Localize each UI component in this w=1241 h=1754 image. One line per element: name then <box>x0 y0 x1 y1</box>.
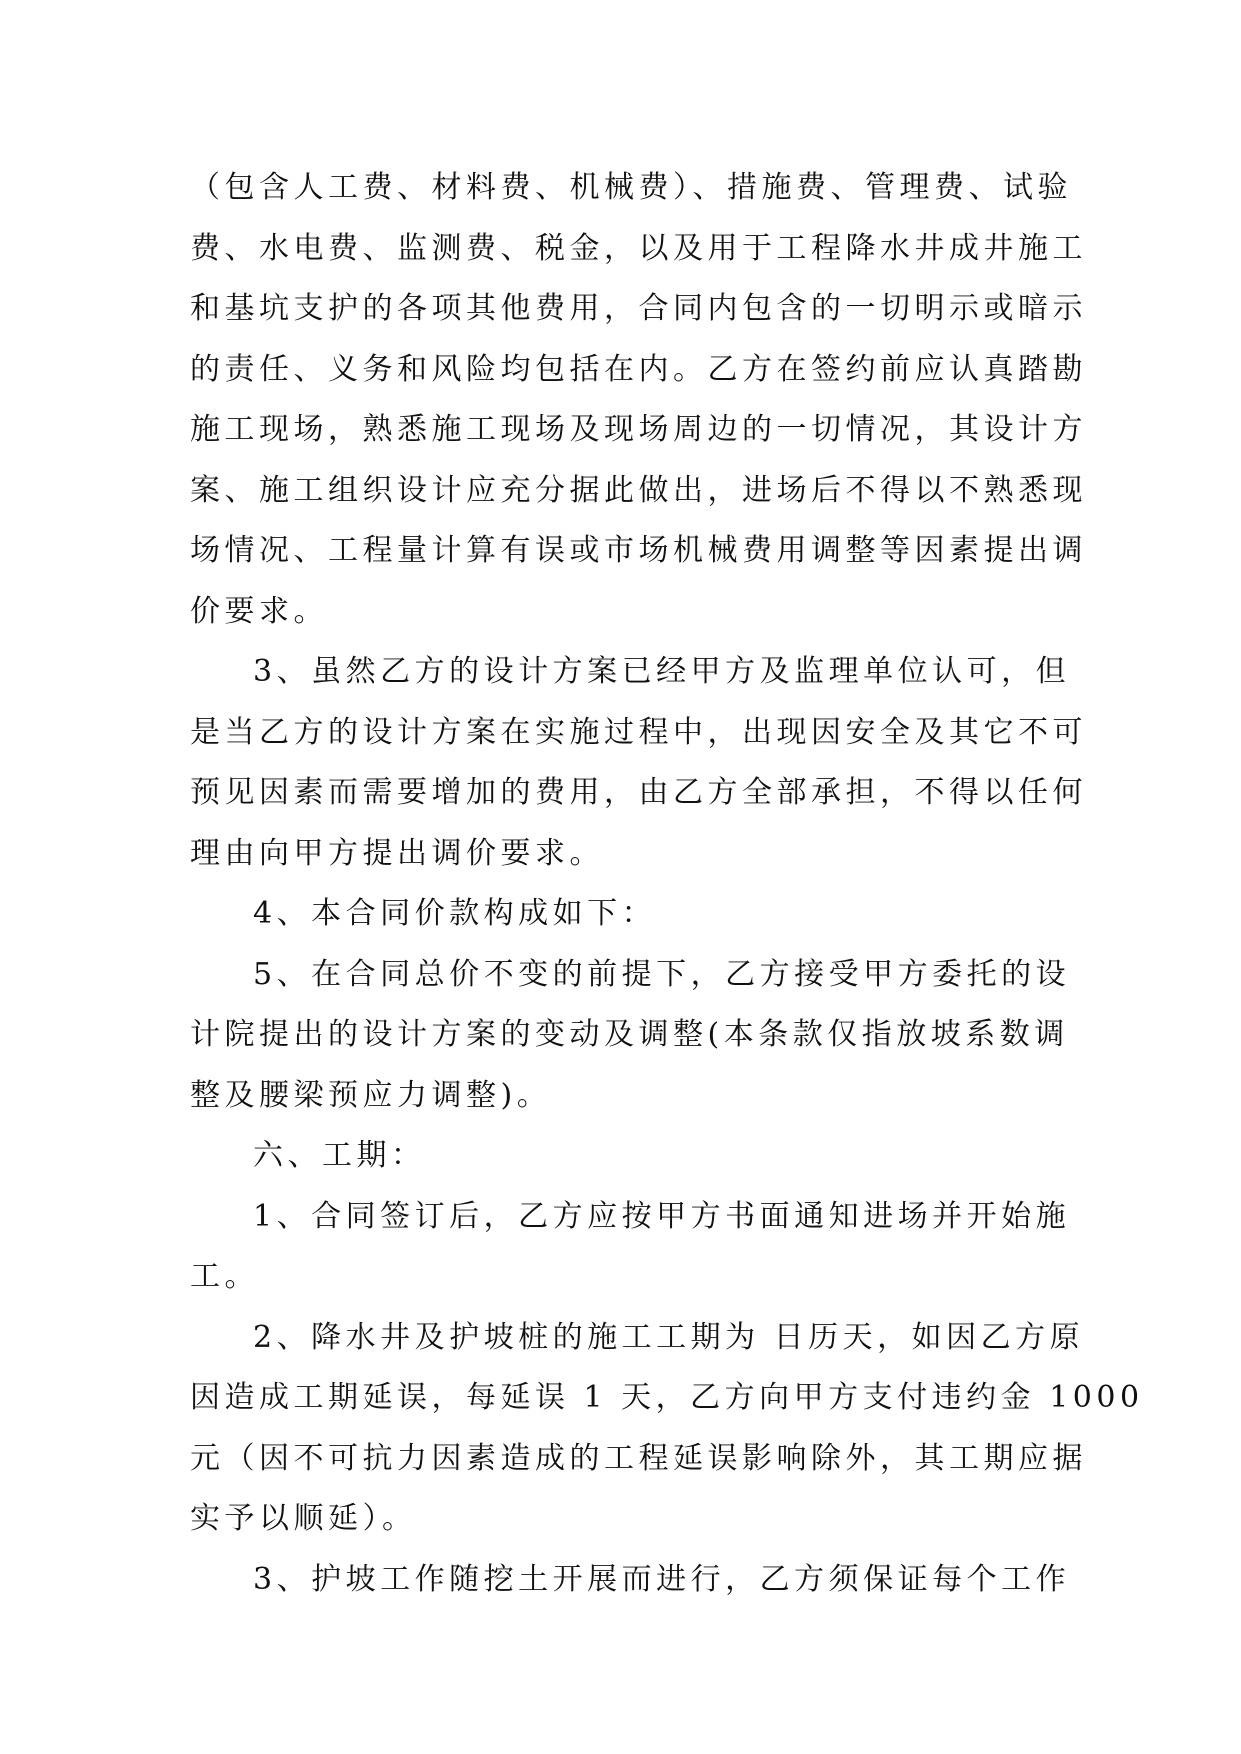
text-line: 整及腰梁预应力调整)。 <box>190 1077 552 1113</box>
text-line: 计院提出的设计方案的变动及调整(本条款仅指放坡系数调 <box>190 1017 1069 1052</box>
text-line: 1、合同签订后，乙方应按甲方书面通知进场并开始施 <box>253 1198 1071 1234</box>
text-line: 实予以顺延）。 <box>190 1501 417 1536</box>
text-line: 费、水电费、监测费、税金，以及用于工程降水井成井施工 <box>190 230 1087 266</box>
text-line: 元（因不可抗力因素造成的工程延误影响除外，其工期应据 <box>190 1440 1087 1476</box>
text-line: 4、本合同价款构成如下： <box>253 896 657 931</box>
text-line: 理由向甲方提出调价要求。 <box>190 835 604 871</box>
text-line: 5、在合同总价不变的前提下，乙方接受甲方委托的设 <box>253 956 1071 992</box>
text-line: 和基坑支护的各项其他费用，合同内包含的一切明示或暗示 <box>190 291 1087 326</box>
text-line: 3、护坡工作随挖土开展而进行，乙方须保证每个工作 <box>253 1561 1071 1597</box>
text-line: 是当乙方的设计方案在实施过程中，出现因安全及其它不可 <box>190 714 1087 750</box>
text-line: 六、工期： <box>253 1138 426 1173</box>
text-line: 场情况、工程量计算有误或市场机械费用调整等因素提出调 <box>190 533 1087 568</box>
text-line: 工。 <box>190 1259 259 1294</box>
text-line: 预见因素而需要增加的费用，由乙方全部承担，不得以任何 <box>190 775 1087 810</box>
text-line: 2、降水井及护坡桩的施工工期为 日历天，如因乙方原 <box>253 1319 1085 1355</box>
text-line: 价要求。 <box>190 593 328 629</box>
text-line: 3、虽然乙方的设计方案已经甲方及监理单位认可，但 <box>253 654 1071 689</box>
text-line: 因造成工期延误，每延误 1 天，乙方向甲方支付违约金 1000 <box>190 1380 1144 1415</box>
text-line: 的责任、义务和风险均包括在内。乙方在签约前应认真踏勘 <box>190 351 1087 387</box>
text-line: （包含人工费、材料费、机械费）、措施费、管理费、试验 <box>190 170 1072 205</box>
text-line: 案、施工组织设计应充分据此做出，进场后不得以不熟悉现 <box>190 472 1087 508</box>
document-body <box>190 158 1144 1610</box>
text-line: 施工现场，熟悉施工现场及现场周边的一切情况，其设计方 <box>190 412 1087 447</box>
